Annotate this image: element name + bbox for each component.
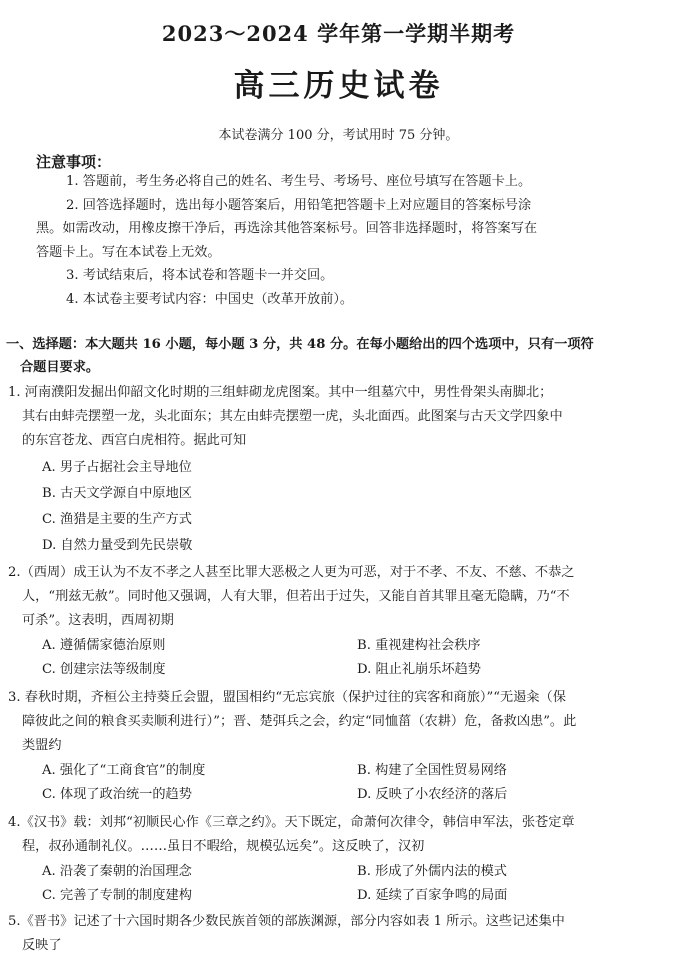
notice-line: 1. 答题前，考生务必将自己的姓名、考生号、考场号、座位号填写在答题卡上。 [66, 174, 532, 189]
notice-heading: 注意事项： [36, 153, 112, 171]
question-3-text: 障彼此之间的粮食买卖顺利进行）”；晋、楚弭兵之会，约定“同恤菑（农耕）危，备救凶患”。此 [22, 714, 577, 729]
question-3-option-d: D. 反映了小农经济的落后 [357, 787, 508, 802]
section-heading-cont: 合题目要求。 [20, 360, 100, 375]
question-3-text: 类盟约 [22, 738, 62, 753]
question-1-option-d: D. 自然力量受到先民崇敬 [42, 538, 193, 553]
question-4-text: 程，叔孙通制礼仪。……虽日不暇给，规模弘远矣”。这反映了，汉初 [22, 839, 425, 854]
question-1-text: 其右由蚌壳摆塑一龙，头北面东；其左由蚌壳摆塑一虎，头北面西。此图案与古天文学四象中 [22, 409, 563, 424]
question-2-text: 人，“刑兹无赦”。同时他又强调，人有大罪，但若出于过失，又能自首其罪且毫无隐瞒，乃“不 [22, 589, 570, 604]
question-3-option-a: A. 强化了“工商食官”的制度 [42, 763, 206, 778]
question-5-text: 反映了 [22, 938, 62, 953]
question-1-text: 的东宫苍龙、西宫白虎相符。据此可知 [22, 433, 247, 448]
question-2-option-c: C. 创建宗法等级制度 [42, 662, 166, 677]
notice-line: 3. 考试结束后，将本试卷和答题卡一并交回。 [66, 268, 334, 283]
question-2-text: 2.（西周）成王认为不友不孝之人甚至比罪大恶极之人更为可恶，对于不孝、不友、不慈、不恭之 [8, 565, 575, 580]
notice-line: 4. 本试卷主要考试内容：中国史（改革开放前）。 [66, 292, 354, 307]
notice-line: 答题卡上。写在本试卷上无效。 [36, 245, 221, 260]
question-4-option-a: A. 沿袭了秦朝的治国理念 [42, 864, 192, 879]
question-4-text: 4.《汉书》载：刘邦“初顺民心作《三章之约》。天下既定，命萧何次律令，韩信申军法，张苍定章 [8, 815, 575, 830]
question-2-option-d: D. 阻止礼崩乐坏趋势 [357, 662, 481, 677]
question-2-option-b: B. 重视建构社会秩序 [357, 638, 481, 653]
question-5-text: 5.《晋书》记述了十六国时期各少数民族首领的部族渊源，部分内容如表 1 所示。这些记述集中 [8, 914, 565, 929]
question-2-text: 可杀”。这表明，西周初期 [22, 613, 174, 628]
question-3-option-c: C. 体现了政治统一的趋势 [42, 787, 192, 802]
exam-title-term: 2023～2024 学年第一学期半期考 [161, 21, 516, 46]
exam-meta: 本试卷满分 100 分，考试用时 75 分钟。 [218, 128, 459, 143]
exam-title-subject: 高三历史试卷 [233, 68, 444, 104]
question-1-text: 1. 河南濮阳发掘出仰韶文化时期的三组蚌砌龙虎图案。其中一组墓穴中，男性骨架头南脚北； [8, 385, 553, 400]
question-1-option-b: B. 古天文学源自中原地区 [42, 486, 192, 501]
question-3-text: 3. 春秋时期，齐桓公主持葵丘会盟，盟国相约“无忘宾旅（保护过往的宾客和商旅）”“无遏籴（保 [8, 690, 566, 705]
section-heading: 一、选择题：本大题共 16 小题，每小题 3 分，共 48 分。在每小题给出的四个选项中，只有一项符 [6, 337, 594, 352]
question-1-option-c: C. 渔猎是主要的生产方式 [42, 512, 192, 527]
question-2-option-a: A. 遵循儒家德治原则 [42, 638, 166, 653]
question-3-option-b: B. 构建了全国性贸易网络 [357, 763, 507, 778]
question-1-option-a: A. 男子占据社会主导地位 [42, 460, 192, 475]
notice-line: 黑。如需改动，用橡皮擦干净后，再选涂其他答案标号。回答非选择题时，将答案写在 [36, 221, 538, 236]
notice-line: 2. 回答选择题时，选出每小题答案后，用铅笔把答题卡上对应题目的答案标号涂 [66, 198, 532, 213]
question-4-option-b: B. 形成了外儒内法的模式 [357, 864, 507, 879]
question-4-option-d: D. 延续了百家争鸣的局面 [357, 888, 508, 903]
question-4-option-c: C. 完善了专制的制度建构 [42, 888, 192, 903]
